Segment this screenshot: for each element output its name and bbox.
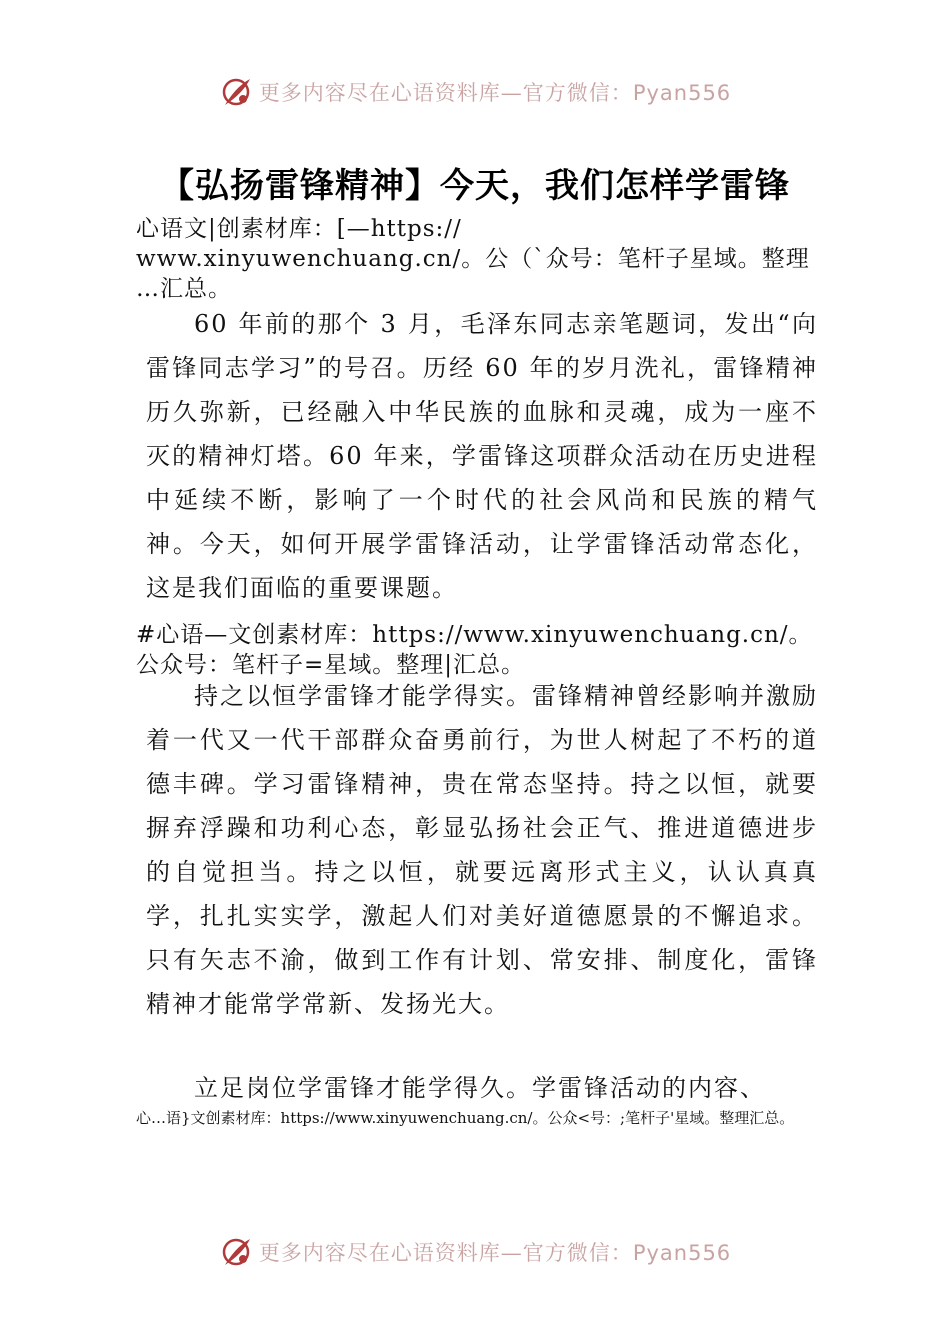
header-banner bbox=[0, 72, 950, 112]
footer-source-note: 心…语}文创素材库：https://www.xinyuwenchuang.cn/。公众<号：;笔杆子'星域。整理汇总。 bbox=[136, 1109, 795, 1127]
source-note: 心语文|创素材库：[—https:// www.xinyuwenchuang.cn/。公（`众号：笔杆子星域。整理 …汇总。 bbox=[136, 216, 810, 302]
paragraph: 60 年前的那个 3 月，毛泽东同志亲笔题词，发出“向雷锋同志学习”的号召。历经 60 年的岁月洗礼，雷锋精神历久弥新，已经融入中华民族的血脉和灵魂，成为一座不灭的精神灯塔。60 年来，学雷锋这项群众活动在历史进程中延续不断，影响了一个时代的社会风尚和民族的精气神。今天，如何开展学雷锋活动，让学雷锋活动常态化，这是我们面临的重要课题。 bbox=[146, 310, 818, 602]
footer-banner bbox=[0, 1232, 950, 1272]
wechat-id: Pyan556 bbox=[632, 81, 732, 105]
wechat-id: Pyan556 bbox=[632, 1241, 732, 1265]
paragraph: 持之以恒学雷锋才能学得实。雷锋精神曾经影响并激励着一代又一代干部群众奋勇前行，为世人树起了不朽的道德丰碑。学习雷锋精神，贵在常态坚持。持之以恒，就要摒弃浮躁和功利心态，彰显弘扬社会正气、推进道德进步的自觉担当。持之以恒，就要远离形式主义，认认真真学，扎扎实实学，激起人们对美好道德愿景的不懈追求。只有矢志不渝，做到工作有计划、常安排、制度化，雷锋精神才能常学常新、发扬光大。 bbox=[146, 682, 818, 1018]
banner-text: 更多内容尽在心语资料库—官方微信：Pyan556 bbox=[258, 81, 732, 105]
feather-logo-icon bbox=[219, 75, 253, 109]
banner-text: 更多内容尽在心语资料库—官方微信：Pyan556 bbox=[258, 1241, 732, 1265]
document-title: 【弘扬雷锋精神】今天，我们怎样学雷锋 bbox=[160, 166, 790, 206]
source-note: #心语—文创素材库：https://www.xinyuwenchuang.cn/。 公众号：笔杆子=星域。整理|汇总。 bbox=[136, 622, 813, 678]
paragraph: 立足岗位学雷锋才能学得久。学雷锋活动的内容、 bbox=[194, 1074, 766, 1102]
feather-logo-icon bbox=[219, 1235, 253, 1269]
